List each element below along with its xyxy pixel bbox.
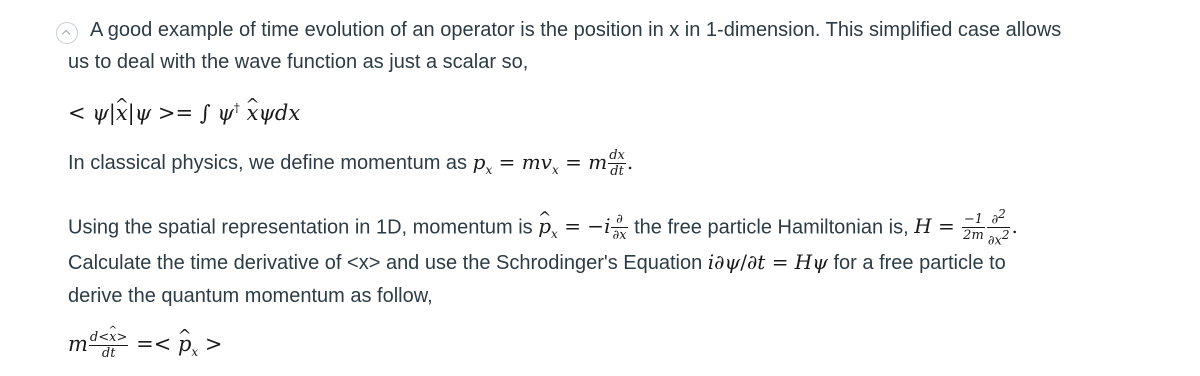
classical-momentum-line — [68, 148, 633, 184]
equation-hamiltonian: H = $\frac{-1}{2m}$ $\frac{\partial^2}{\partial x^2}$ . — [914, 207, 1018, 249]
calculate-line-1 — [68, 248, 1006, 277]
paragraph-intro-line1: A good example of time evolution of an operator is the position in x in 1-dimension. This simplified case allows — [90, 19, 1062, 41]
calculate-line-2: derive the quantum momentum as follow, — [68, 285, 433, 307]
equation-quantum-momentum: m $\frac{d<x \^{}>}{dt}$ =< p $\^{}_x$ > — [68, 330, 222, 366]
calc-text-2: for a free particle to — [833, 252, 1006, 274]
equation-momentum-operator: p $\^{}_x = -i$ $\frac{\partial}{\partial x}$ — [538, 214, 628, 238]
collapse-toggle-icon[interactable] — [56, 22, 78, 44]
equation-expectation-value: < ψ|x ^|ψ >= ∫ ψ† x ^ψdx — [68, 94, 300, 127]
equation-classical-momentum: $p_x = mv_x = m$ $\frac{dx}{dt}$ . — [472, 148, 634, 179]
spatial-representation-line — [68, 208, 1018, 248]
paragraph-intro-line2: us to deal with the wave function as just a scalar so, — [68, 51, 529, 73]
equation-schrodinger: i∂ψ/∂t = Hψ — [707, 250, 828, 274]
calc-text-1: Calculate the time derivative of <x> and use the Schrodinger's Equation — [68, 252, 703, 274]
spatial-text-2: the free particle Hamiltonian is, — [634, 216, 909, 239]
classical-text: In classical physics, we define momentum as — [68, 152, 468, 174]
spatial-text-1: Using the spatial representation in 1D, momentum is — [68, 216, 533, 239]
